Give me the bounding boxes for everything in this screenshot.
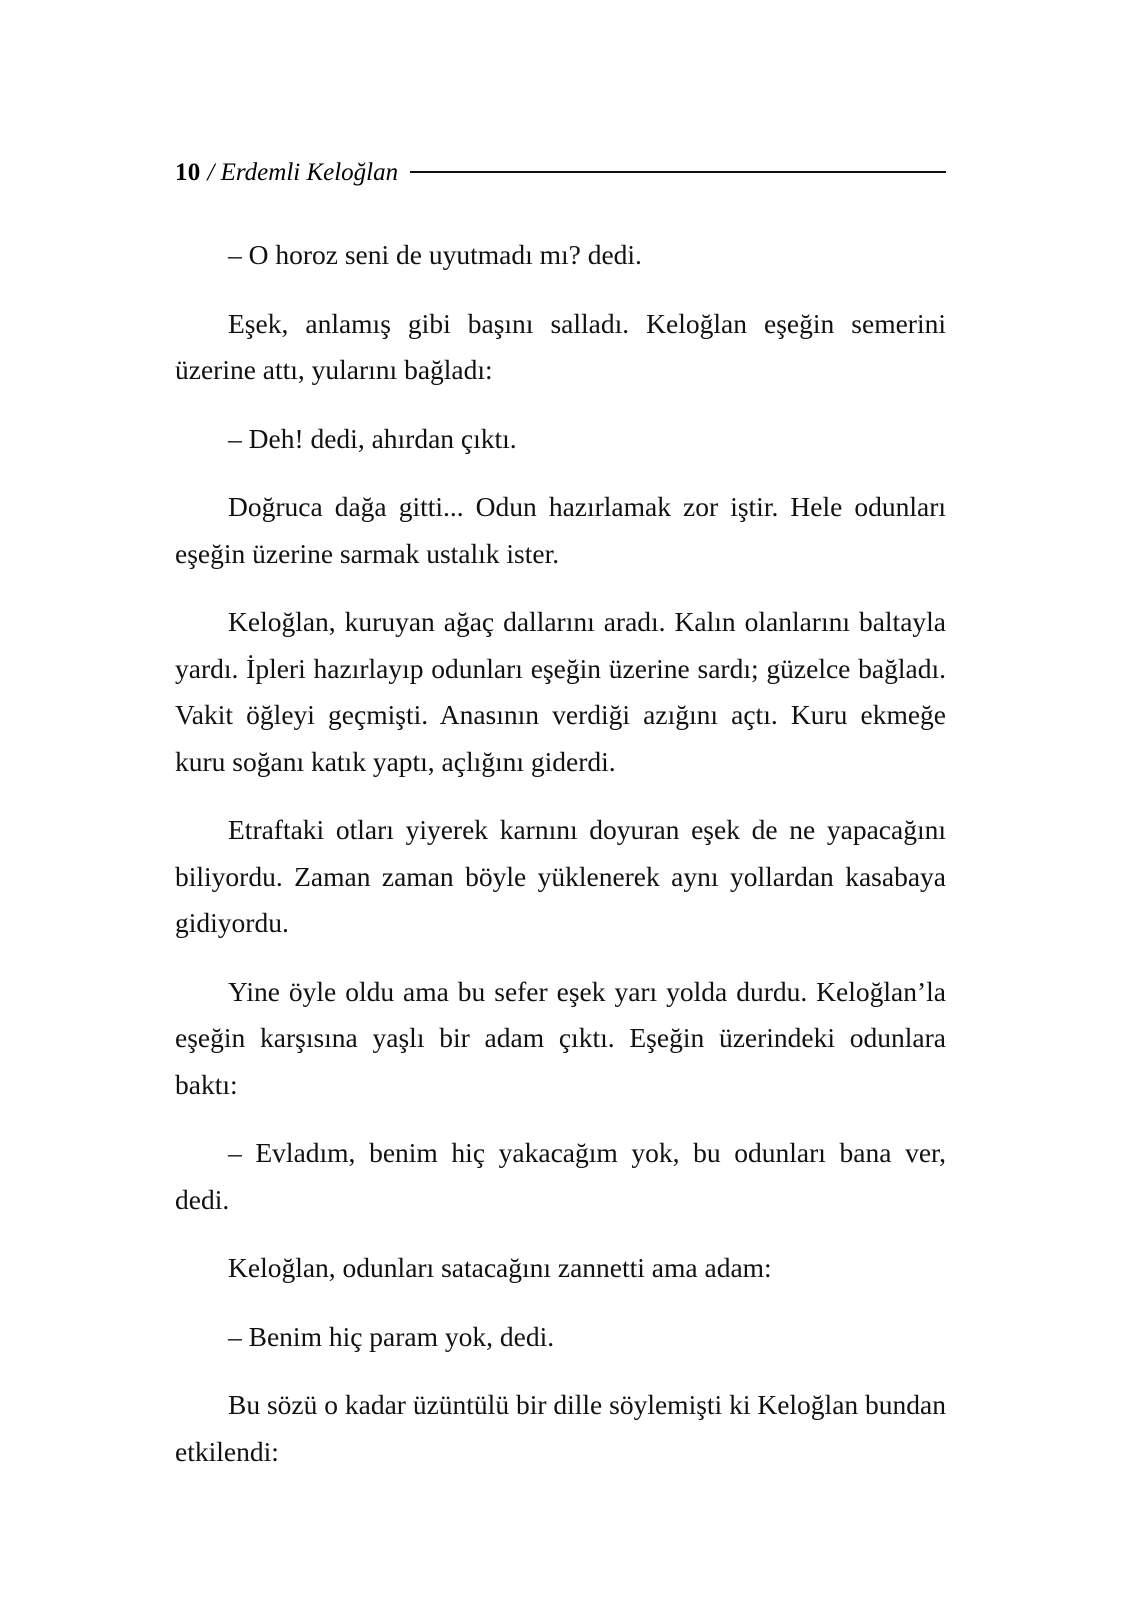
page-number: 10 xyxy=(175,159,201,186)
paragraph: – Evladım, benim hiç yakacağım yok, bu odunları bana ver, dedi. xyxy=(175,1137,946,1215)
paragraph: – Deh! dedi, ahırdan çıktı. xyxy=(228,422,517,454)
paragraph: Yine öyle oldu ama bu sefer eşek yarı yolda durdu. Keloğlan’la eşeğin karşısına yaşlı bir adam çıktı. Eşeğin üzerindeki odunlara baktı: xyxy=(175,975,946,1100)
book-title: / Erdemli Keloğlan xyxy=(207,159,399,186)
paragraph: Keloğlan, kuruyan ağaç dallarını aradı. Kalın olanlarını baltayla yardı. İpleri hazırlayıp odunları eşeğin üzerine sardı; güzelce bağladı. Vakit öğleyi geçmişti. Anasının verdiği azığını açtı. Kuru ekmeğe kuru soğanı katık yaptı, açlığını giderdi. xyxy=(175,606,946,777)
paragraph: Eşek, anlamış gibi başını salladı. Keloğlan eşeğin semerini üzerine attı, yularını bağladı: xyxy=(175,307,946,385)
paragraph: – O horoz seni de uyutmadı mı? dedi. xyxy=(228,239,642,270)
body-text-block xyxy=(175,232,946,1475)
paragraph: Bu sözü o kadar üzüntülü bir dille söylemişti ki Keloğlan bundan etkilendi: xyxy=(175,1389,946,1467)
paragraph: Keloğlan, odunları satacağını zannetti ama adam: xyxy=(228,1252,772,1283)
running-header xyxy=(175,160,946,194)
header-divider-rule xyxy=(410,171,946,173)
paragraph: – Benim hiç param yok, dedi. xyxy=(228,1320,555,1352)
paragraph: Doğruca dağa gitti... Odun hazırlamak zor iştir. Hele odunları eşeğin üzerine sarmak ustalık ister. xyxy=(175,491,946,569)
paragraph: Etraftaki otları yiyerek karnını doyuran eşek de ne yapacağını biliyordu. Zaman zaman böyle yüklenerek aynı yollardan kasabaya gidiyordu. xyxy=(175,814,946,938)
